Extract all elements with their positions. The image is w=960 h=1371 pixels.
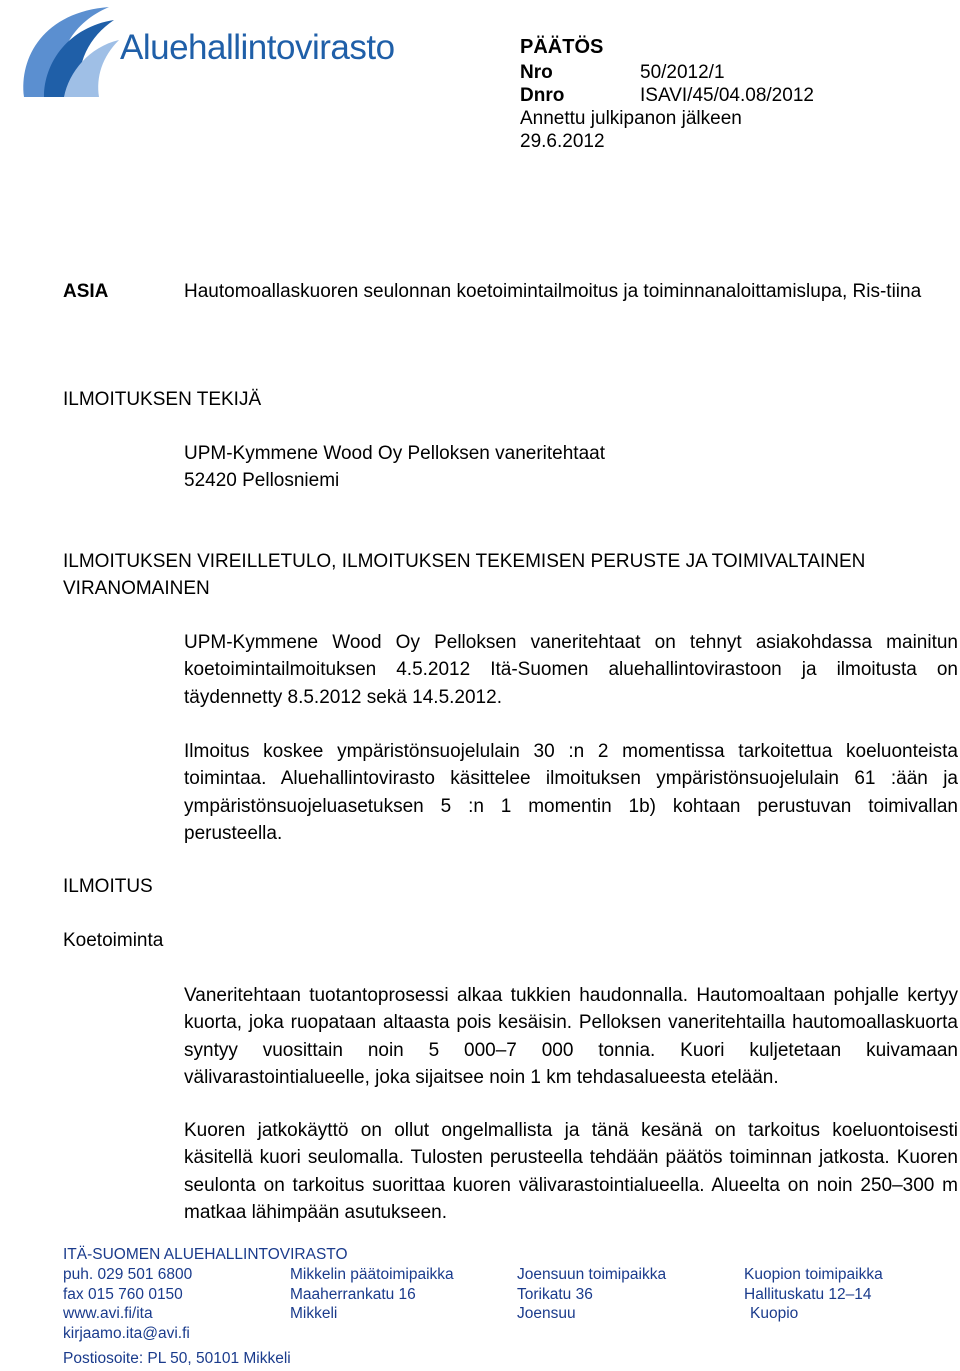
issued-line1: Annettu julkipanon jälkeen bbox=[520, 108, 742, 129]
tekija-label: ILMOITUKSEN TEKIJÄ bbox=[63, 389, 262, 410]
footer-org: ITÄ-SUOMEN ALUEHALLINTOVIRASTO bbox=[63, 1246, 348, 1263]
dnro-value: ISAVI/45/04.08/2012 bbox=[640, 85, 814, 106]
footer-kuopio-street: Hallituskatu 12–14 bbox=[744, 1285, 872, 1303]
ilmoitus-para1: Vaneritehtaan tuotantoprosessi alkaa tukkien haudonnalla. Hautomoaltaan pohjalle kertyy kuorta, joka ruopataan altaasta pois kesäisin. Pelloksen vaneritehtailla hautomoallaskuorta syntyy vuosittain noin 5 000–7 000 tonnia. Kuori kuljetetaan kuivamaan välivarastointialueelle, joka sijaitsee noin 1 km tehdasalueesta etelään. bbox=[184, 985, 958, 1088]
asia-label: ASIA bbox=[63, 281, 109, 302]
footer-contact bbox=[63, 1265, 192, 1343]
tekija-postal: 52420 Pellosniemi bbox=[184, 470, 340, 492]
footer-fax: fax 015 760 0150 bbox=[63, 1285, 183, 1303]
tekija-name: UPM-Kymmene Wood Oy Pelloksen vaneritehtaat bbox=[184, 443, 605, 464]
footer-joensuu bbox=[517, 1265, 666, 1324]
issued-line2: 29.6.2012 bbox=[520, 131, 605, 152]
ilmoitus-label: ILMOITUS bbox=[63, 876, 153, 897]
footer-mikkeli bbox=[290, 1265, 454, 1324]
avi-logo-icon bbox=[14, 2, 124, 102]
nro-label: Nro bbox=[520, 62, 553, 83]
footer-joensuu-title: Joensuun toimipaikka bbox=[517, 1266, 667, 1283]
ilmoitus-para2: Kuoren jatkokäyttö on ollut ongelmallista ja tänä kesänä on tarkoitus koeluontoisesti käsitellä kuori seulomalla. Tulosten perusteella tehdään päätös toiminnan jatkosta. Kuoren seulonta on tarkoitus suorittaa kuoren välivarastointialueella. Alueelta on noin 250–300 m matkaa lähimpään asutukseen. bbox=[184, 1120, 958, 1223]
doc-type: PÄÄTÖS bbox=[520, 36, 604, 58]
koetoiminta-label: Koetoiminta bbox=[63, 930, 164, 951]
footer-mikkeli-city: Mikkeli bbox=[290, 1305, 338, 1322]
footer-email-link[interactable]: kirjaamo.ita@avi.fi bbox=[63, 1324, 190, 1342]
dnro-label: Dnro bbox=[520, 85, 565, 106]
footer-postal: Postiosoite: PL 50, 50101 Mikkeli bbox=[63, 1350, 291, 1367]
nro-row bbox=[520, 61, 814, 153]
footer-website-link[interactable]: www.avi.fi/ita bbox=[63, 1305, 153, 1322]
footer-phone: puh. 029 501 6800 bbox=[63, 1266, 193, 1283]
vireilletulo-para2: Ilmoitus koskee ympäristönsuojelulain 30 :n 2 momentissa tarkoitettua koeluonteista toimintaa. Aluehallintovirasto käsittelee ilmoituksen ympäristönsuojelulain 61 :ään ja ympäristönsuojeluasetuksen 5 :n 1 momentin 1b) kohtaan perustuvan toimivallan perusteella. bbox=[184, 741, 958, 844]
footer-kuopio-city: Kuopio bbox=[750, 1305, 799, 1322]
tekija-address bbox=[184, 440, 958, 495]
footer-mikkeli-title: Mikkelin päätoimipaikka bbox=[290, 1266, 454, 1283]
footer-kuopio bbox=[744, 1265, 883, 1324]
brand-name: Aluehallintovirasto bbox=[120, 28, 395, 67]
footer-joensuu-street: Torikatu 36 bbox=[517, 1285, 593, 1303]
nro-value: 50/2012/1 bbox=[640, 62, 725, 83]
vireilletulo-para1: UPM-Kymmene Wood Oy Pelloksen vaneritehtaat on tehnyt asiakohdassa mainitun koetoimintailmoituksen 4.5.2012 Itä-Suomen aluehallintovirastoon ja ilmoitusta on täydennetty 8.5.2012 sekä 14.5.2012. bbox=[184, 632, 958, 708]
footer-kuopio-title: Kuopion toimipaikka bbox=[744, 1266, 883, 1283]
vireilletulo-label: ILMOITUKSEN VIREILLETULO, ILMOITUKSEN TEKEMISEN PERUSTE JA TOIMIVALTAINEN VIRANOMAINEN bbox=[63, 551, 866, 599]
footer-mikkeli-street: Maaherrankatu 16 bbox=[290, 1285, 416, 1303]
asia-text: Hautomoallaskuoren seulonnan koetoimintailmoitus ja toiminnanaloittamislupa, Ris-tiina bbox=[184, 281, 922, 302]
footer-joensuu-city: Joensuu bbox=[517, 1305, 576, 1322]
